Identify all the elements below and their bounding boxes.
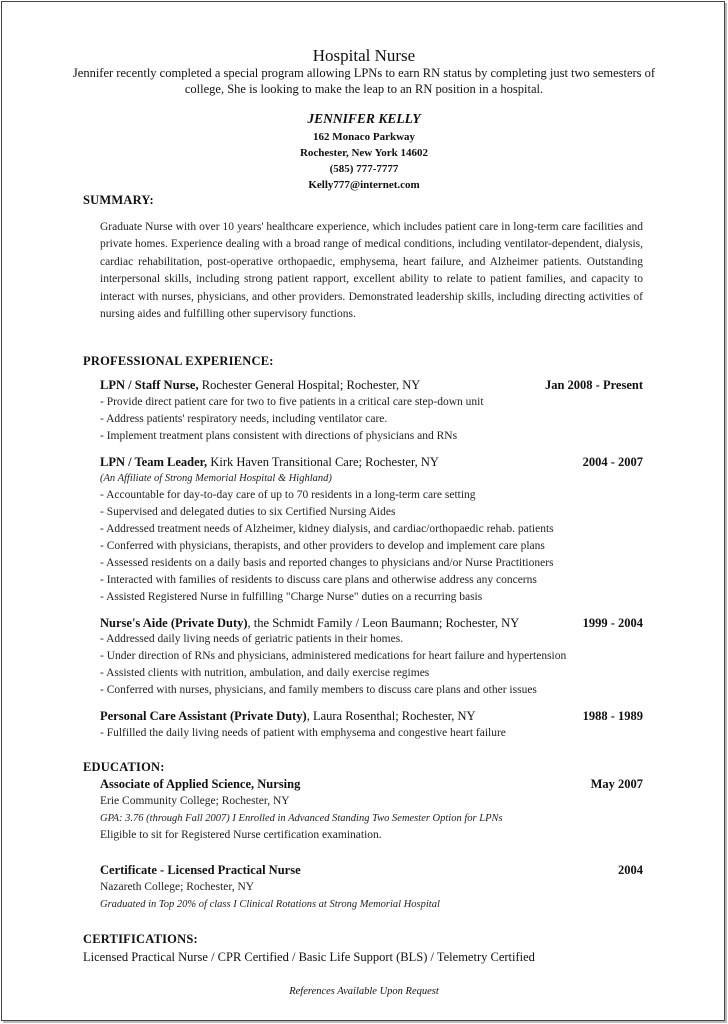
certifications-heading: CERTIFICATIONS:: [83, 932, 198, 946]
education-header: [100, 777, 643, 792]
job-employer: , Laura Rosenthal; Rochester, NY: [306, 709, 476, 723]
job-employer: Kirk Haven Transitional Care; Rochester, NY: [207, 455, 439, 469]
job-dates: Jan 2008 - Present: [544, 378, 643, 392]
summary-heading: SUMMARY:: [83, 193, 154, 207]
education-heading: EDUCATION:: [83, 760, 165, 774]
contact-city: Rochester, New York 14602: [299, 147, 429, 159]
job-dates: 1999 - 2004: [582, 616, 643, 630]
job-header: [100, 455, 643, 470]
job-bullet: - Implement treatment plans consistent with directions of physicians and RNs: [100, 430, 458, 442]
summary-text: Graduate Nurse with over 10 years' healthcare experience, which includes patient care in long-term care facilities and private homes. Experience dealing with a broad range of medical conditions, including ventilator-dependent, dialysis, cardiac rehabilitation, post-operative orthopaedic, emphysema, heart failure, and Alzheimer patients. Outstanding interpersonal skills, including strong patient rapport, excellent ability to relate to patient families, and capacity to interact with nurses, physicians, and other providers. Demonstrated leadership skills, including directing activities of nursing aides and fulfilling other supervisory functions.: [100, 221, 643, 321]
contact-street: 162 Monaco Parkway: [312, 131, 416, 143]
degree-title: Associate of Applied Science, Nursing: [100, 777, 301, 791]
job-bullet: - Addressed treatment needs of Alzheimer, kidney dialysis, and cardiac/orthopaedic rehab. patients: [100, 523, 554, 535]
school-name: Nazareth College; Rochester, NY: [100, 881, 255, 893]
experience-heading: PROFESSIONAL EXPERIENCE:: [83, 354, 274, 368]
job-header: [100, 378, 643, 393]
job-bullet: - Addressed daily living needs of geriatric patients in their homes.: [100, 633, 404, 645]
education-note: GPA: 3.76 (through Fall 2007) I Enrolled in Advanced Standing Two Semester Option for LPNs: [100, 813, 503, 824]
job-bullet: - Supervised and delegated duties to six Certified Nursing Aides: [100, 506, 396, 518]
job-bullet: - Interacted with families of residents to discuss care plans and otherwise address any concerns: [100, 574, 537, 586]
candidate-name: JENNIFER KELLY: [307, 111, 421, 126]
job-header: [100, 616, 643, 631]
certifications-text: Licensed Practical Nurse / CPR Certified / Basic Life Support (BLS) / Telemetry Certified: [83, 950, 535, 964]
job-bullet: - Provide direct patient care for two to five patients in a critical care step-down unit: [100, 396, 484, 408]
job-header: [100, 709, 643, 724]
contact-phone: (585) 777-7777: [329, 163, 399, 175]
degree-date: May 2007: [590, 777, 643, 791]
references-note: References Available Upon Request: [289, 986, 439, 997]
education-note: Graduated in Top 20% of class I Clinical Rotations at Strong Memorial Hospital: [100, 899, 440, 910]
document-title: Hospital Nurse: [312, 46, 416, 65]
job-bullet: - Assisted Registered Nurse in fulfilling "Charge Nurse" duties on a recurring basis: [100, 591, 483, 603]
contact-email: Kelly777@internet.com: [308, 179, 420, 191]
job-bullet: - Conferred with nurses, physicians, and family members to discuss care plans and other issues: [100, 684, 537, 696]
degree-date: 2004: [618, 863, 643, 877]
education-header: [100, 863, 643, 878]
intro-text: Jennifer recently completed a special program allowing LPNs to earn RN status by completing just two semesters of college, She is looking to make the leap to an RN position in a hospital.: [72, 66, 656, 96]
job-bullet: - Assisted clients with nutrition, ambulation, and daily exercise regimes: [100, 667, 430, 679]
job-bullet: - Accountable for day-to-day care of up to 70 residents in a long-term care setting: [100, 489, 476, 501]
job-bullet: - Address patients' respiratory needs, including ventilator care.: [100, 413, 388, 425]
job-title: Nurse's Aide (Private Duty): [100, 616, 248, 630]
job-title: LPN / Team Leader,: [100, 455, 208, 469]
job-dates: 1988 - 1989: [582, 709, 643, 723]
degree-title: Certificate - Licensed Practical Nurse: [100, 863, 301, 877]
job-employer: , the Schmidt Family / Leon Baumann; Rochester, NY: [247, 616, 520, 630]
job-title: LPN / Staff Nurse,: [100, 378, 199, 392]
job-bullet: - Conferred with physicians, therapists, and other providers to develop and implement care plans: [100, 540, 545, 552]
job-bullet: - Assessed residents on a daily basis and reported changes to physicians and/or Nurse Practitioners: [100, 557, 554, 569]
job-bullet: - Fulfilled the daily living needs of patient with emphysema and congestive heart failure: [100, 727, 506, 739]
job-dates: 2004 - 2007: [582, 455, 643, 469]
education-extra: Eligible to sit for Registered Nurse certification examination.: [100, 829, 382, 841]
job-title: Personal Care Assistant (Private Duty): [100, 709, 307, 723]
school-name: Erie Community College; Rochester, NY: [100, 795, 290, 807]
job-employer: Rochester General Hospital; Rochester, NY: [198, 378, 421, 392]
job-affiliate: (An Affiliate of Strong Memorial Hospital & Highland): [100, 473, 332, 484]
job-bullet: - Under direction of RNs and physicians, administered medications for heart failure and hypertension: [100, 650, 567, 662]
